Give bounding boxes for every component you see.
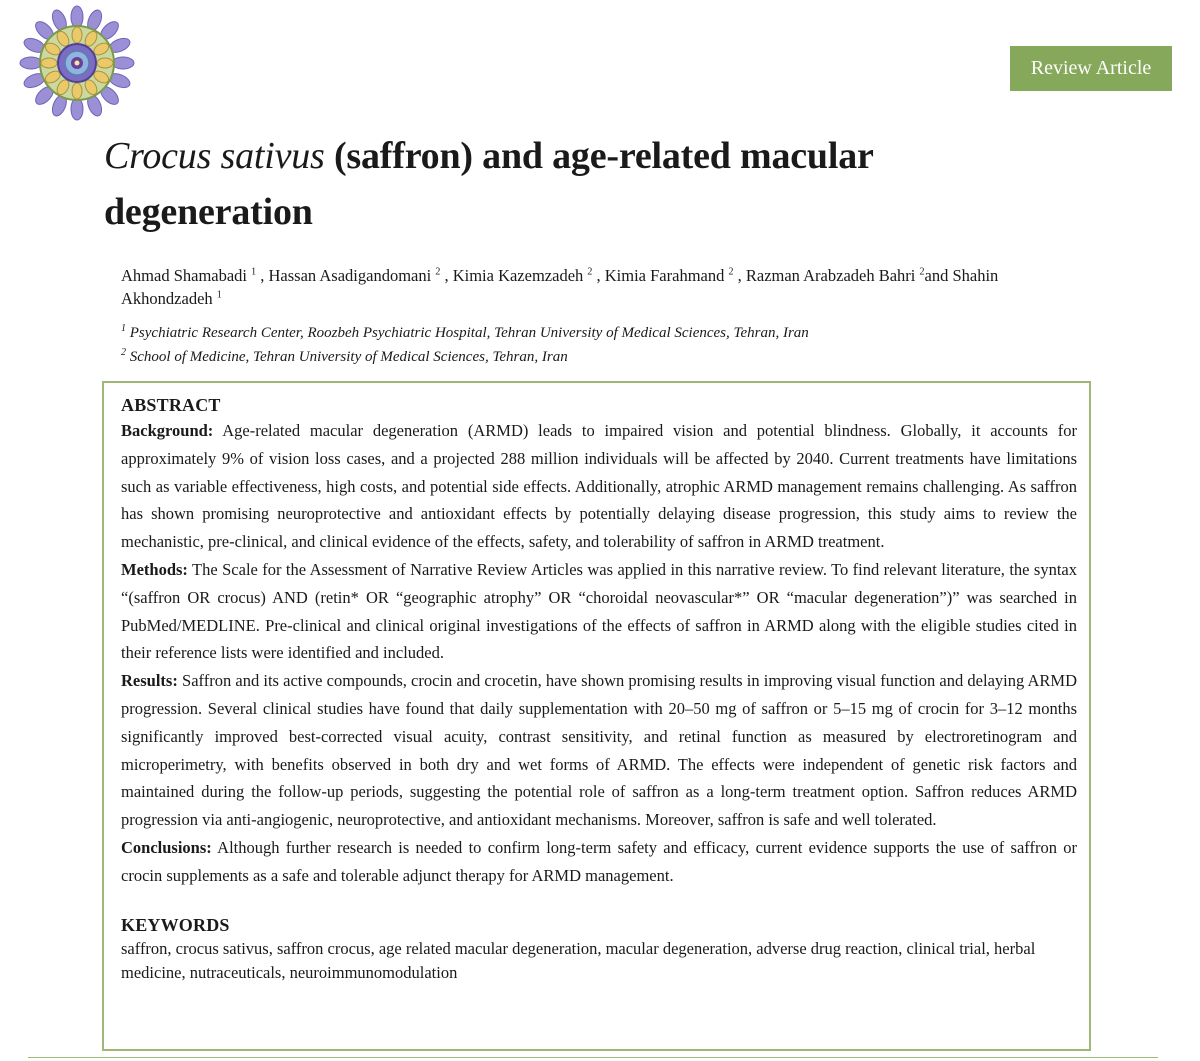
affiliation-number: 1 [121, 323, 126, 334]
author-affiliation-number: 2 [435, 266, 441, 278]
abstract-heading: ABSTRACT [121, 395, 221, 415]
title-text-line2: degeneration [104, 191, 313, 233]
author-affiliation-number: 2 [587, 266, 593, 278]
affiliation-2 [121, 347, 1121, 367]
keywords-heading: KEYWORDS [121, 914, 230, 935]
author-affiliation-number: 1 [216, 289, 222, 301]
author-name: Ahmad Shamabadi [121, 266, 248, 285]
author-name: Hassan Asadigandomani [268, 266, 432, 285]
bottom-divider [28, 1057, 1158, 1058]
mandala-logo-icon [18, 4, 136, 122]
author-name: Kimia Kazemzadeh [452, 266, 584, 285]
abstract-background [121, 417, 1077, 556]
author-name: Kimia Farahmand [604, 266, 725, 285]
author-name: Shahin Akhondzadeh [121, 266, 999, 308]
background-label: Background: [121, 421, 214, 440]
author-affiliation-number: 2 [919, 266, 925, 278]
article-title [104, 128, 1104, 240]
abstract-box [102, 381, 1091, 1051]
results-label: Results: [121, 671, 178, 691]
keywords-list: saffron, crocus sativus, saffron crocus, age related macular degeneration, macular degeneration, adverse drug reaction, clinical trial, herbal medicine, nutraceuticals, neuroimmunomodulation [121, 938, 1036, 982]
conclusions-text: Although further research is needed to confirm long-term safety and efficacy, current evidence supports the use of saffron or crocin supplements as a safe and tolerable adjunct therapy for ARMD management. [121, 837, 1077, 885]
title-species-name: Crocus sativus [104, 135, 325, 177]
conclusions-label: Conclusions: [121, 837, 212, 857]
author-affiliation-number: 2 [728, 266, 734, 278]
affiliation-1 [121, 323, 1121, 343]
background-text: Age-related macular degeneration (ARMD) leads to impaired vision and potential blindness. Globally, it accounts for approximately 9% of vision loss cases, and a projected 288 million individuals will be affected by 2040. Current treatments have limitations such as variable effectiveness, high costs, and potential side effects. Additionally, atrophic ARMD management remains challenging. As saffron has shown promising neuroprotective and antioxidant effects by potentially delaying disease progression, this study aims to review the mechanistic, pre-clinical, and clinical evidence of the effects, safety, and tolerability of saffron in ARMD treatment. [121, 421, 1077, 552]
author-list: Ahmad Shamabadi $^1$ , Hassan Asadigandomani $^2$ , Kimia Kazemzadeh $^2$ , Kimia Farahmand $^2$ , Razman Arabzadeh Bahri $^2$and Shahin Akhondzadeh $^1$ [121, 266, 999, 308]
abstract-results [121, 667, 1077, 834]
methods-text: The Scale for the Assessment of Narrative Review Articles was applied in this narrative review. To find relevant literature, the syntax “(saffron OR crocus) AND (retin* OR “geographic atrophy” OR “choroidal neovascular*” OR “macular degeneration”)” was searched in PubMed/MEDLINE. Pre-clinical and clinical original investigations of the effects of saffron in ARMD along with the eligible studies cited in their reference lists were identified and included. [121, 559, 1077, 663]
abstract-methods [121, 556, 1077, 667]
author-affiliation-number: 1 [251, 266, 257, 278]
title-text-line1: (saffron) and age-related macular [324, 135, 874, 177]
author-name: Razman Arabzadeh Bahri [745, 266, 916, 285]
abstract-conclusions [121, 834, 1077, 890]
affiliation-number: 2 [121, 347, 126, 358]
methods-label: Methods: [121, 559, 188, 579]
affiliation-text: School of Medicine, Tehran University of Medical Sciences, Tehran, Iran [129, 349, 568, 365]
results-text: Saffron and its active compounds, crocin and crocetin, have shown promising results in improving visual function and delaying ARMD progression. Several clinical studies have found that daily supplementation with 20–50 mg of saffron or 5–15 mg of crocin for 3–12 months significantly improved best-corrected visual acuity, contrast sensitivity, and retinal function as measured by electroretinogram and microperimetry, with benefits observed in both dry and wet forms of ARMD. The effects were independent of genetic risk factors and maintained during the follow-up periods, suggesting the potential role of saffron as a long-term treatment option. Saffron reduces ARMD progression via anti-angiogenic, neuroprotective, and antioxidant mechanisms. Moreover, saffron is safe and well tolerated. [121, 671, 1077, 830]
affiliation-text: Psychiatric Research Center, Roozbeh Psychiatric Hospital, Tehran University of Medical Sciences, Tehran, Iran [129, 325, 809, 341]
article-type-badge: Review Article [1010, 46, 1172, 91]
